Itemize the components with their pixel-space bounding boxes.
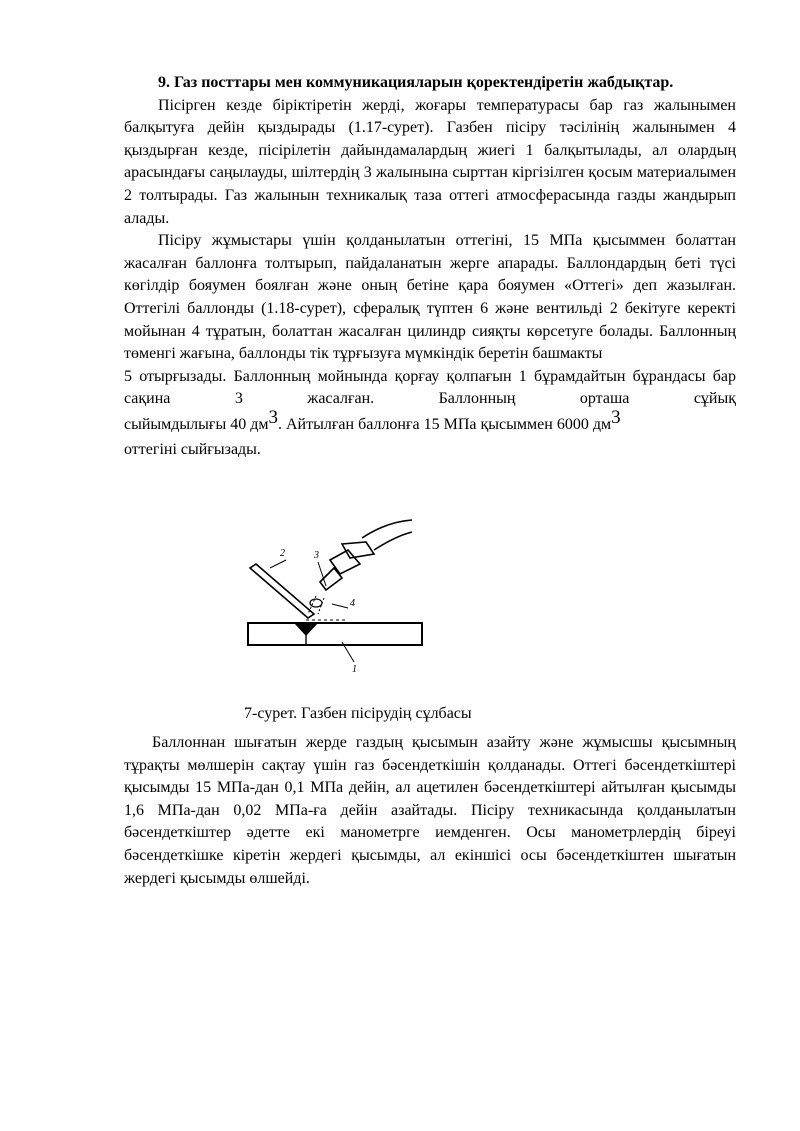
paragraph-cylinder-end: оттегіні сыйғызады. [124, 440, 261, 458]
hose-lower-line [374, 532, 412, 550]
page-text-lower [124, 732, 736, 890]
paragraph-oxygen-cylinder-cont: 5 отырғызады. Баллонның мойнында қорғау қолпағын 1 бұрамдайтын бұрандасы бар сақина 3 жасалған. Баллонның орташа сұйық [124, 367, 736, 408]
superscript-cubic-1: 3 [268, 406, 278, 428]
workpiece-plates [248, 623, 422, 645]
volume-text-1: сыйымдылығы 40 дм [124, 415, 269, 433]
leader-2 [270, 560, 286, 568]
gas-welding-figure [236, 502, 436, 692]
torch-body-middle [330, 550, 360, 574]
label-2: 2 [280, 548, 285, 559]
paragraph-cylinder-volume [124, 406, 736, 439]
filler-rod [250, 564, 314, 618]
leader-3 [318, 562, 326, 586]
paragraph-welding-flame: Пісірген кезде біріктіретін жерді, жоғары температурасы бар газ жалынымен балқытуға дейін қыздырады (1.17-сурет). Газбен пісіру тәсілінің жалынымен 4 қыздырған кезде, пісірілетін дайындамалардың жиегі 1 балқытылады, ал олардың арасындағы саңылауды, шілтердің 3 жалынына сырттан кіргізілген қосым материалымен 2 толтырады. Газ жалынын техникалық таза оттегі атмосферасында газды жандырып алады. [124, 96, 736, 227]
hose-upper-line [362, 520, 412, 538]
paragraph-reducers: Баллоннан шығатын жерде газдың қысымын азайту және жұмысшы қысымның тұрақты мөлшерін сақтау үшін газ бәсендеткішін қолданады. Оттегі бәсендеткіштері қысымды 15 МПа-дан 0,1 МПа дейін, ал ацетилен бәсендеткіштері айтылған қысымды 1,6 МПа-дан 0,02 МПа-ға дейін азайтады. Пісіру техникасында қолданылатын бәсендеткіштер әдетте екі манометрге иемденген. Осы манометрлердің біреуі бәсендеткішке кіретін жердегі қысымды, ал екіншісі осы бәсендеткіштен шығатын жердегі қысымды өлшейді. [124, 734, 736, 887]
volume-text-2: . Айтылған баллонға 15 МПа қысыммен 6000 дм [278, 415, 612, 433]
label-3: 3 [314, 550, 319, 561]
weld-pool [294, 623, 318, 636]
label-4: 4 [350, 598, 355, 609]
section-heading: 9. Газ посттары мен коммуникацияларын қоректендіретін жабдықтар. [158, 74, 674, 91]
label-1: 1 [352, 664, 357, 675]
figure-caption: 7-сурет. Газбен пісірудің сұлбасы [244, 705, 472, 722]
paragraph-oxygen-cylinder: Пісіру жұмыстары үшін қолданылатын оттегіні, 15 МПа қысыммен болаттан жасалған баллонға толтырып, пайдаланатын жерге апарады. Баллондардың беті түсі көгілдір бояумен боялған және оның бетіне қара бояумен «Оттегі» деп жазылған. Оттегілі баллонды (1.18-сурет), сфералық түптен 6 және вентильді 2 бекітуге керекті мойынан 4 тұратын, болаттан жасалған цилиндр сияқты көрсетуге болады. Баллонның төменгі жағына, баллонды тік тұрғызуға мүмкіндік беретін башмакты [124, 232, 736, 363]
gas-welding-diagram [236, 502, 436, 692]
leader-4 [332, 604, 348, 608]
page-text [124, 72, 736, 462]
superscript-cubic-2: 3 [611, 406, 621, 428]
flame-core [310, 599, 322, 607]
